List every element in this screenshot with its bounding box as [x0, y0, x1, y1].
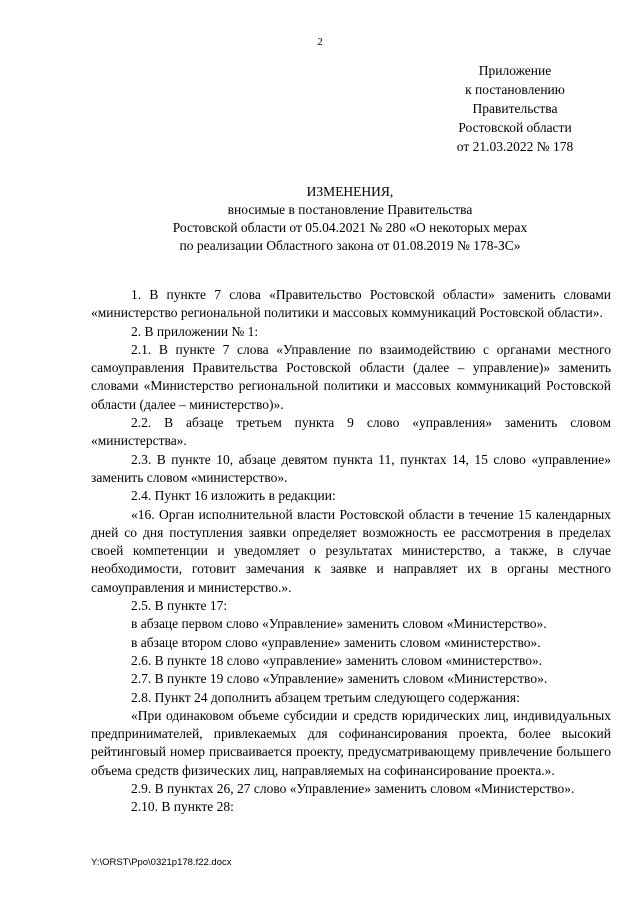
paragraph-2-3: 2.3. В пункте 10, абзаце девятом пункта 11, пунктах 14, 15 слово «управление» заменить словом «министерство». — [91, 451, 611, 485]
paragraph-2-2: 2.2. В абзаце третьем пункта 9 слово «управления» заменить словом «министерства». — [91, 415, 611, 449]
paragraph-quote-16: «16. Орган исполнительной власти Ростовской области в течение 15 календарных дней со дня поступления заявки определяет возможность ее рассмотрения в пределах своей компетенции и уведомляет о результатах министерство, а также, в случае необходимости, готовит замечания к заявке и направляет их в органы местного самоуправления и министерство.». — [91, 506, 611, 595]
title-line: по реализации Областного закона от 01.08.2019 № 178-ЗС» — [179, 238, 521, 253]
paragraph-2-10: 2.10. В пункте 28: — [131, 799, 234, 815]
appendix-block — [420, 61, 610, 156]
paragraph-2: 2. В приложении № 1: — [131, 323, 259, 339]
document-body — [91, 286, 611, 817]
paragraph-2-6: 2.6. В пункте 18 слово «управление» заменить словом «министерство». — [131, 652, 543, 668]
paragraph-2-5: 2.5. В пункте 17: — [131, 598, 228, 614]
paragraph-2-5-b: в абзаце втором слово «управление» заменить словом «министерство». — [131, 634, 541, 650]
appendix-line: к постановлению — [465, 82, 565, 97]
paragraph-2-1: 2.1. В пункте 7 слова «Управление по взаимодействию с органами местного самоуправления Правительства Ростовской области (далее – управление)» заменить словами «Министерство региональной политики и массовых коммуникаций Ростовской области (далее – министерство)». — [91, 341, 611, 412]
paragraph-1: 1. В пункте 7 слова «Правительство Ростовской области» заменить словами «министерство региональной политики и массовых коммуникаций Ростовской области». — [91, 287, 611, 321]
paragraph-2-9: 2.9. В пунктах 26, 27 слово «Управление» заменить словом «Министерство». — [131, 781, 575, 797]
paragraph-2-8: 2.8. Пункт 24 дополнить абзацем третьим следующего содержания: — [131, 689, 520, 705]
appendix-line: Ростовской области — [458, 120, 572, 135]
appendix-line: Приложение — [478, 63, 552, 78]
paragraph-2-4: 2.4. Пункт 16 изложить в редакции: — [131, 488, 336, 504]
page-number: 2 — [317, 36, 323, 48]
paragraph-2-5-a: в абзаце первом слово «Управление» заменить словом «Министерство». — [131, 616, 547, 632]
appendix-line: Правительства — [472, 101, 558, 116]
appendix-line: от 21.03.2022 № 178 — [456, 139, 574, 154]
title-line: вносимые в постановление Правительства — [227, 202, 473, 217]
paragraph-quote-24: «При одинаковом объеме субсидии и средств юридических лиц, индивидуальных предпринимателей, привлекаемых для софинансирования проекта, более высокий рейтинговый номер присваивается проекту, предусматривающему привлечение большего объема средств физических лиц, направляемых на софинансирование проекта.». — [91, 707, 611, 778]
paragraph-2-7: 2.7. В пункте 19 слово «Управление» заменить словом «Министерство». — [131, 671, 548, 687]
file-path-footer: Y:\ORST\Ppo\0321p178.f22.docx — [91, 857, 232, 868]
document-title — [60, 183, 640, 255]
title-heading: ИЗМЕНЕНИЯ, — [306, 184, 394, 199]
title-line: Ростовской области от 05.04.2021 № 280 «О некоторых мерах — [172, 220, 528, 235]
